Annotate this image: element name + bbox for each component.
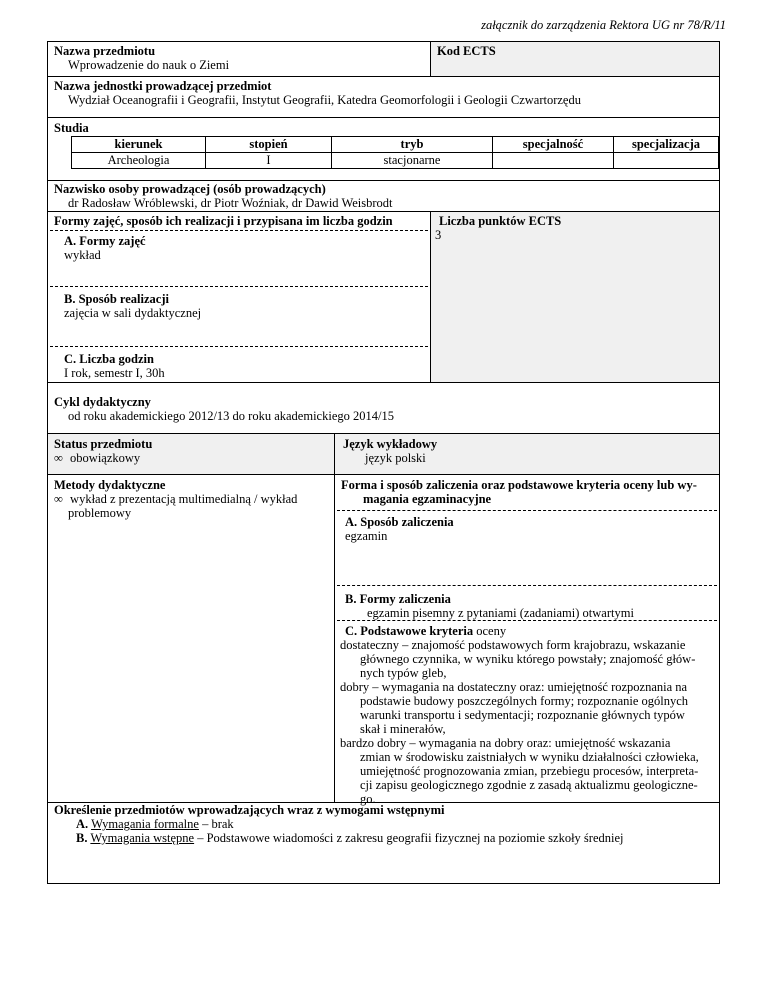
assessment-b-value: egzamin pisemny z pytaniami (zadaniami) otwartymi [367,606,634,620]
studies-value-stopien: I [206,153,332,169]
studies-header-stopien: stopień [206,137,332,153]
ects-points-label: Liczba punktów ECTS [439,214,562,228]
ects-points-value: 3 [435,228,442,242]
assessment-a-value: egzamin [345,529,388,543]
assessment-label-line2: magania egzaminacyjne [363,492,492,506]
criteria-line: umiejętność prognozowania zmian, przebiegu procesów, interpreta- [360,764,699,778]
forms-divider [50,230,428,231]
subject-cell [47,41,431,77]
forms-c-label: C. Liczba godzin [64,352,154,366]
forms-b-label: B. Sposób realizacji [64,292,169,306]
criteria-line: podstawie budowy poszczególnych formy; rozpoznanie ogólnych [360,694,689,708]
status-bullet-icon: ∞ [54,451,63,465]
prereq-a-value: – brak [202,817,234,831]
prereq-a-line [76,817,234,831]
prereq-label: Określenie przedmiotów wprowadzających wraz z wymogami wstępnymi [54,803,445,817]
methods-item [54,492,297,506]
status-value: obowiązkowy [70,451,141,465]
methods-cell [47,474,335,803]
prereq-a-link: Wymagania formalne [91,817,199,831]
studies-header-tryb: tryb [332,137,493,153]
annex-note: załącznik do zarządzenia Rektora UG nr 78/R/11 [481,18,726,32]
ects-points-cell [430,211,720,383]
criteria-line: go. [360,792,376,806]
studies-value-specjalnosc [493,153,614,169]
criteria-line: dobry – wymagania na dostateczny oraz: umiejętność rozpoznania na [340,680,688,694]
studies-header-specjalizacja: specjalizacja [614,137,719,153]
status-item [54,451,140,465]
prereq-a-prefix: A. [76,817,89,831]
assessment-c-suffix: oceny [476,624,507,638]
unit-value: Wydział Oceanografii i Geografii, Instytut Geografii, Katedra Geomorfologii i Geologii Czwartorzędu [68,93,581,107]
cycle-label: Cykl dydaktyczny [54,395,151,409]
lecturers-cell [47,180,720,212]
assessment-label-line1: Forma i sposób zaliczenia oraz podstawowe kryteria oceny lub wy- [341,478,697,492]
assessment-criteria-list [340,638,720,806]
studies-table [71,136,719,169]
assessment-c-label: C. Podstawowe kryteria [345,624,474,638]
subject-label: Nazwa przedmiotu [54,44,156,58]
language-label: Język wykładowy [343,437,438,451]
studies-label: Studia [54,121,89,135]
assessment-divider [337,510,717,511]
studies-header-kierunek: kierunek [72,137,206,153]
lecturers-label: Nazwisko osoby prowadzącej (osób prowadzących) [54,182,326,196]
subject-value: Wprowadzenie do nauk o Ziemi [68,58,230,72]
forms-a-value: wykład [64,248,101,262]
forms-b-divider [50,346,428,347]
studies-header-specjalnosc: specjalność [493,137,614,153]
criteria-line: skał i minerałów, [360,722,446,736]
forms-cell [47,211,431,383]
status-cell [47,433,335,475]
assessment-a-label: A. Sposób zaliczenia [345,515,454,529]
methods-line1: wykład z prezentacją multimedialną / wykład [70,492,298,506]
studies-value-tryb: stacjonarne [332,153,493,169]
studies-cell [47,117,720,181]
methods-label: Metody dydaktyczne [54,478,166,492]
methods-bullet-icon: ∞ [54,492,63,506]
forms-a-divider [50,286,428,287]
methods-line2: problemowy [68,506,132,520]
assessment-b-divider [337,620,717,621]
lecturers-value: dr Radosław Wróblewski, dr Piotr Woźniak, dr Dawid Weisbrodt [68,196,393,210]
language-cell [334,433,720,475]
forms-a-label: A. Formy zajęć [64,234,146,248]
unit-cell [47,76,720,118]
prereq-cell [47,802,720,884]
assessment-a-divider [337,585,717,586]
prereq-b-value: – Podstawowe wiadomości z zakresu geografii fizycznej na poziomie szkoły średniej [197,831,624,845]
criteria-line: dostateczny – znajomość podstawowych form krajobrazu, wskazanie [340,638,686,652]
assessment-cell [334,474,720,806]
prereq-b-prefix: B. [76,831,88,845]
assessment-c-heading [345,624,506,638]
forms-b-value: zajęcia w sali dydaktycznej [64,306,202,320]
unit-label: Nazwa jednostki prowadzącej przedmiot [54,79,272,93]
assessment-b-label: B. Formy zaliczenia [345,592,451,606]
cycle-value: od roku akademickiego 2012/13 do roku akademickiego 2014/15 [68,409,394,423]
criteria-line: głównego czynnika, w wyniku którego powstały; znajomość głów- [360,652,696,666]
language-value: język polski [365,451,426,465]
criteria-line: bardzo dobry – wymagania na dobry oraz: umiejętność wskazania [340,736,671,750]
ects-code-label: Kod ECTS [437,44,496,58]
criteria-line: cji zapisu geologicznego zgodnie z zasadą aktualizmu geologiczne- [360,778,698,792]
criteria-line: warunki transportu i sedymentacji; rozpoznanie głównych typów [360,708,685,722]
forms-label: Formy zajęć, sposób ich realizacji i przypisana im liczba godzin [54,214,393,228]
cycle-cell [47,382,720,434]
prereq-b-line [76,831,624,845]
studies-value-kierunek: Archeologia [72,153,206,169]
prereq-b-link: Wymagania wstępne [90,831,195,845]
criteria-line: nych typów gleb, [360,666,447,680]
status-label: Status przedmiotu [54,437,153,451]
criteria-line: zmian w środowisku zaistniałych w wyniku działalności człowieka, [360,750,699,764]
studies-value-specjalizacja [614,153,719,169]
ects-code-cell [430,41,720,77]
forms-c-value: I rok, semestr I, 30h [64,366,165,380]
